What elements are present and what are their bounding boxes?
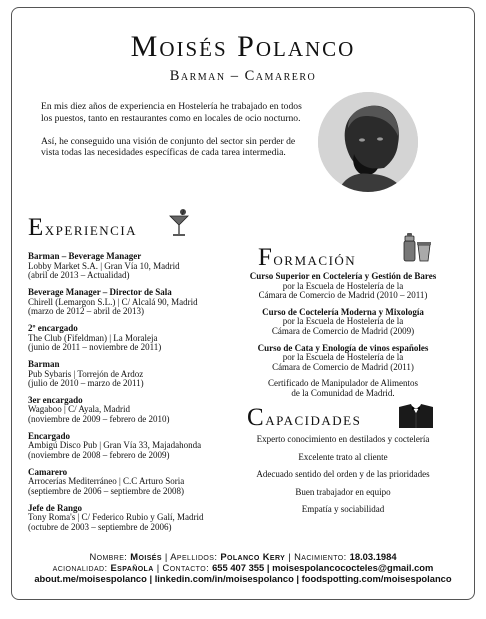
job-place: The Club (Fifeldman) | La Moraleja bbox=[28, 332, 158, 343]
course-institution: por la Escuela de Hostelería de la bbox=[282, 280, 404, 291]
job-place: Pub Sybaris | Torrejón de Ardoz bbox=[28, 368, 144, 379]
cocktail-shaker-icon bbox=[400, 231, 434, 265]
job-title: Encargado bbox=[28, 430, 71, 441]
job-title: Beverage Manager – Director de Sala bbox=[28, 286, 172, 297]
course-title: Curso de Cata y Enología de vinos españoles bbox=[257, 342, 429, 353]
tuxedo-icon bbox=[397, 403, 435, 429]
job-title: Jefe de Rango bbox=[28, 502, 82, 513]
skill-item: Experto conocimiento en destilados y coctelería bbox=[256, 434, 430, 444]
capacidades-list bbox=[236, 435, 450, 523]
skill-item: Buen trabajador en equipo bbox=[295, 486, 391, 497]
job-place: Lobby Market S.A. | Gran Vía 10, Madrid bbox=[28, 260, 180, 271]
intro-paragraph-1: En mis diez años de experiencia en Hostelería he trabajado en todos los puestos, tanto en restaurantes como en locales de ocio nocturno. bbox=[41, 101, 302, 124]
job-title: Barman – Beverage Manager bbox=[28, 251, 142, 261]
job-dates: (noviembre de 2009 – febrero de 2010) bbox=[28, 414, 170, 425]
cocktail-glass-icon bbox=[168, 208, 190, 238]
job-title: Camarero bbox=[28, 466, 68, 477]
skill-item: Adecuado sentido del orden y de las prioridades bbox=[256, 469, 430, 480]
job-entry bbox=[28, 360, 233, 389]
course-detail: Cámara de Comercio de Madrid (2010 – 2011) bbox=[258, 290, 428, 301]
course-institution: por la Escuela de Hostelería de la bbox=[282, 316, 404, 327]
course-title: Curso Superior en Coctelería y Gestión de Bares bbox=[249, 271, 437, 281]
experiencia-heading: Experiencia bbox=[28, 214, 138, 241]
footer-line-1: Nombre: Moisés | Apellidos: Polanco Kery | Nacimiento: 18.03.1984 bbox=[89, 551, 397, 562]
candidate-role: Barman – Camarero bbox=[169, 68, 317, 84]
intro-text bbox=[41, 101, 311, 170]
course-title: Curso de Coctelería Moderna y Mixología bbox=[262, 306, 424, 317]
job-title: 3er encargado bbox=[28, 394, 83, 405]
course-detail: de la Comunidad de Madrid. bbox=[291, 387, 395, 398]
course-institution: Certificado de Manipulador de Alimentos bbox=[268, 378, 418, 389]
job-dates: (septiembre de 2006 – septiembre de 2008) bbox=[28, 486, 184, 496]
portrait-illustration bbox=[318, 92, 418, 192]
skill-item: Excelente trato al cliente bbox=[298, 451, 388, 462]
job-entry bbox=[28, 288, 233, 317]
course-detail: Cámara de Comercio de Madrid (2011) bbox=[272, 361, 414, 372]
course-entry bbox=[236, 344, 450, 373]
formacion-heading: Formación bbox=[258, 244, 357, 271]
job-dates: (junio de 2011 – noviembre de 2011) bbox=[28, 342, 162, 353]
job-entry bbox=[28, 468, 233, 497]
job-dates: (marzo de 2012 – abril de 2013) bbox=[28, 306, 144, 317]
course-detail: Cámara de Comercio de Madrid (2009) bbox=[271, 325, 415, 336]
job-dates: (octubre de 2003 – septiembre de 2006) bbox=[28, 521, 172, 532]
job-entry bbox=[28, 432, 233, 461]
candidate-name: Moisés Polanco bbox=[130, 30, 356, 63]
job-entry bbox=[28, 252, 233, 281]
course-institution: por la Escuela de Hostelería de la bbox=[282, 352, 404, 363]
job-place: Chirell (Lemargon S.L.) | C/ Alcalá 90, Madrid bbox=[28, 296, 198, 307]
skill-item: Empatía y sociabilidad bbox=[301, 504, 385, 515]
experiencia-list bbox=[28, 252, 233, 540]
job-entry bbox=[28, 324, 233, 353]
capacidades-heading: Capacidades bbox=[247, 404, 362, 431]
footer-line-3: about.me/moisespolanco | linkedin.com/in/moisespolanco | foodspotting.com/moisespolanco bbox=[34, 572, 452, 584]
job-place: Tony Roma's | C/ Federico Rubio y Galí, Madrid bbox=[28, 512, 204, 523]
job-dates: (noviembre de 2008 – febrero de 2009) bbox=[28, 450, 170, 461]
job-dates: (abril de 2013 – Actualidad) bbox=[28, 270, 130, 281]
job-place: Wagaboo | C/ Ayala, Madrid bbox=[28, 404, 130, 415]
job-title: 2º encargado bbox=[28, 322, 78, 333]
portrait-photo bbox=[318, 92, 418, 192]
job-title: Barman bbox=[28, 358, 60, 369]
job-entry bbox=[28, 504, 233, 533]
course-entry bbox=[236, 379, 450, 398]
formacion-list bbox=[236, 272, 450, 406]
job-place: Arrocerías Mediterráneo | C.C Arturo Soria bbox=[28, 476, 185, 487]
job-place: Ambigú Disco Pub | Gran Vía 33, Majadahonda bbox=[28, 440, 202, 451]
footer-line-2: acionalidad: Española | Contacto: 655 407 355 | moisespolancococteles@gmail.com bbox=[52, 561, 434, 573]
course-entry bbox=[236, 308, 450, 337]
job-entry bbox=[28, 396, 233, 425]
contact-footer bbox=[0, 552, 486, 584]
course-entry bbox=[236, 272, 450, 301]
job-dates: (julio de 2010 – marzo de 2011) bbox=[28, 378, 144, 389]
intro-paragraph-2: Así, he conseguido una visión de conjunto del sector sin perder de vista todas las necesidades específicas de cada tarea intermedia. bbox=[41, 135, 296, 159]
